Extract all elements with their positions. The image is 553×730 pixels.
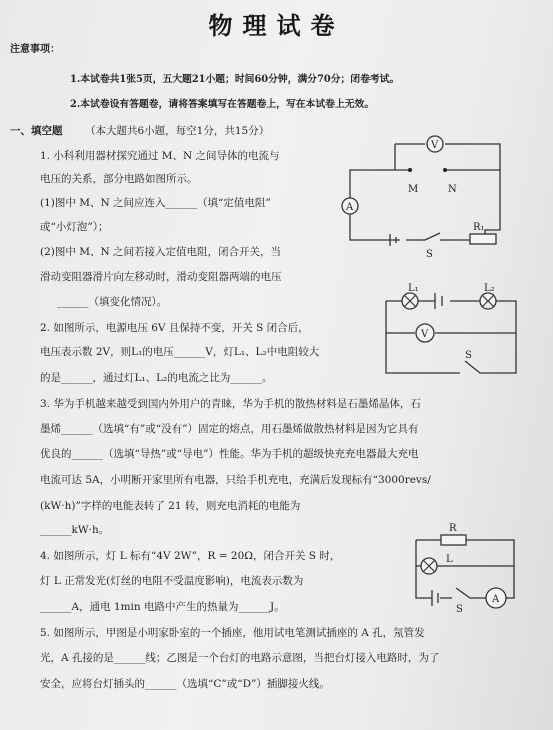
lamp-l1-label: L₁ [408, 283, 419, 294]
page-title: 物理试卷 [208, 11, 345, 40]
q2-circuit-diagram [380, 283, 530, 378]
resistor-r-label: R [449, 523, 457, 534]
ammeter-label: A [346, 202, 354, 213]
q3-line: (kW·h)”字样的电能表转了 21 转，则充电消耗的电能为 [40, 500, 301, 512]
notice-1: 1.本试卷共1张5页，五大题21小题；时间60分钟，满分70分；闭卷考试。 [70, 74, 400, 85]
label-n: N [448, 184, 457, 195]
voltmeter-label: V [421, 329, 429, 340]
switch-label: S [465, 350, 472, 361]
voltmeter-label: V [431, 140, 439, 151]
q2-line: 的是______，通过灯L₁、L₂的电流之比为______。 [40, 372, 273, 384]
lamp-l2-label: L₂ [484, 283, 495, 294]
q3-line: 优良的______（选填“导热”或“导电”）性能。华为手机的超级快充充电器最大充电 [40, 448, 419, 460]
q5-line: 安全，应将台灯插头的______（选填“C”或“D”）插脚接火线。 [40, 678, 330, 690]
q4-line: 4. 如图所示，灯 L 标有“4V 2W”，R = 20Ω，闭合开关 S 时， [40, 550, 341, 562]
q2-line: 2. 如图所示，电源电压 6V 且保持不变，开关 S 闭合后， [40, 322, 309, 334]
q4-circuit-diagram [408, 520, 528, 620]
q1-line: (1)图中 M、N 之间应连入______（填“定值电阻” [40, 197, 271, 209]
terminal-n [443, 168, 447, 172]
ammeter-label: A [492, 594, 500, 605]
switch-label: S [426, 249, 433, 260]
q1-line: ______（填变化情况）。 [57, 296, 168, 308]
q1-line: 电压的关系，部分电路如图所示。 [40, 173, 198, 185]
switch-label: S [456, 604, 463, 615]
q3-line: ______kW·h。 [40, 524, 110, 536]
notice-heading: 注意事项： [10, 44, 60, 55]
q4-line: ______A，通电 1min 电路中产生的热量为______J。 [40, 601, 285, 613]
q1-circuit-diagram [330, 130, 545, 260]
terminal-m [408, 168, 412, 172]
q1-line: 或“小灯泡”）； [40, 221, 109, 233]
q3-line: 电流可达 5A，小明断开家里所有电器，只给手机充电，充满后发现标有“3000revs/ [40, 474, 431, 486]
section1-note: （本大题共6小题，每空1分，共15分） [85, 125, 270, 137]
rheostat-symbol [470, 234, 496, 244]
notice-2: 2.本试卷设有答题卷，请将答案填写在答题卷上，写在本试卷上无效。 [70, 99, 375, 110]
label-m: M [408, 184, 419, 195]
q5-line: 5. 如图所示，甲图是小明家卧室的一个插座，他用试电笔测试插座的 A 孔，氖管发 [40, 627, 425, 639]
q3-line: 3. 华为手机越来越受到国内外用户的青睐，华为手机的散热材料是石墨烯晶体，石 [40, 398, 421, 410]
lamp-l-label: L [446, 554, 453, 565]
q2-line: 电压表示数 2V，则L₁的电压______V，灯L₁、L₂中电阻较大 [40, 346, 320, 358]
q4-line: 灯 L 正常发光(灯丝的电阻不受温度影响)，电流表示数为 [40, 575, 304, 587]
q1-line: (2)图中 M、N 之间若接入定值电阻，闭合开关，当 [40, 246, 281, 258]
q5-line: 光，A 孔接的是______线；乙图是一个台灯的电路示意图，当把台灯接入电路时，为了 [40, 652, 440, 664]
rheostat-label: R₁ [473, 222, 485, 233]
resistor-r-symbol [441, 535, 466, 545]
section1-heading: 一、填空题 [10, 125, 63, 137]
q1-line: 滑动变阻器滑片向左移动时，滑动变阻器两端的电压 [40, 271, 282, 283]
q1-line: 1. 小科利用器材探究通过 M、N 之间导体的电流与 [40, 150, 280, 162]
q3-line: 墨烯______（选填“有”或“没有”）固定的熔点，用石墨烯做散热材料是因为它具有 [40, 423, 419, 435]
